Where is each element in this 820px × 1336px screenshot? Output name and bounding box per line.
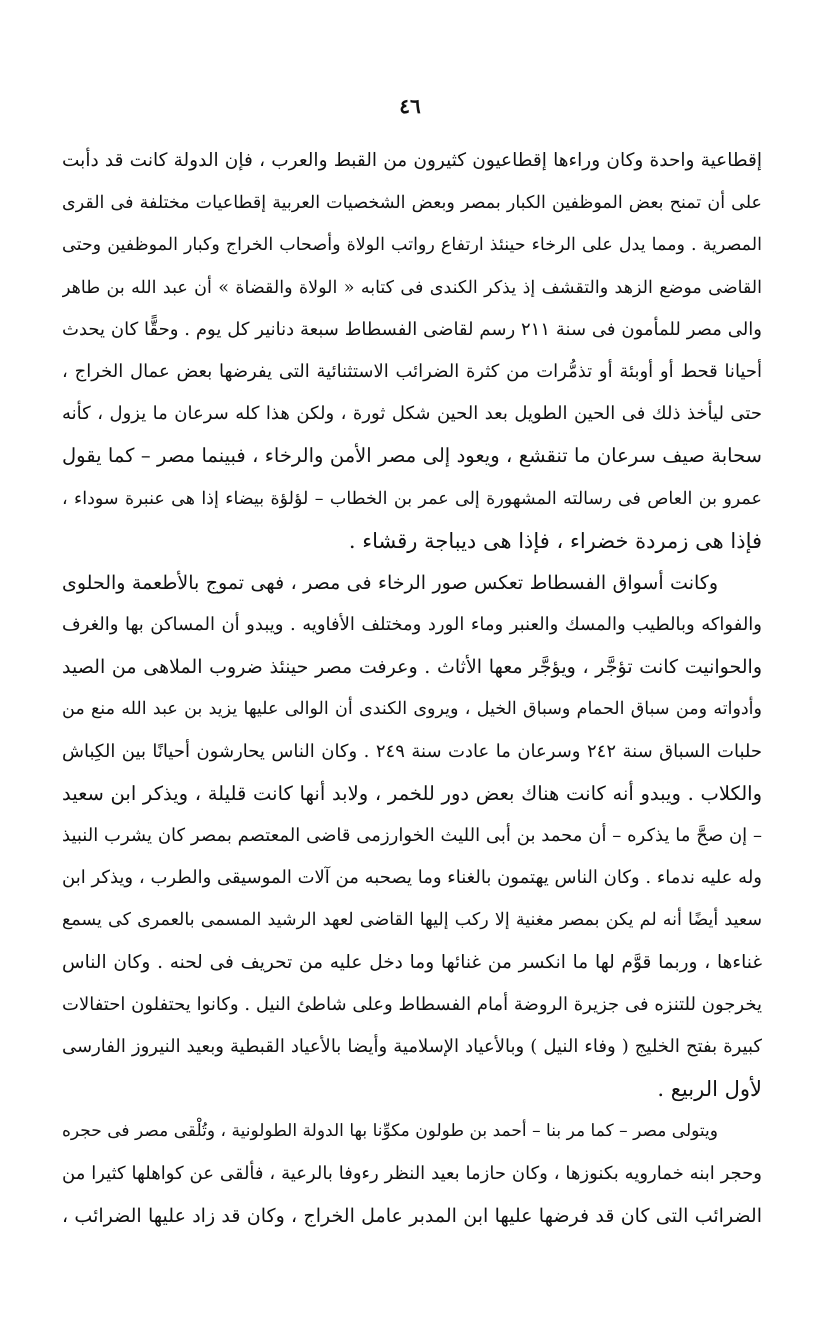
body-text [62, 140, 762, 1237]
text-line: وكانت أسواق الفسطاط تعكس صور الرخاء فى مصر ، فهى تموج بالأطعمة والحلوى [62, 571, 718, 594]
text-line: عمرو بن العاص فى رسالته المشهورة إلى عمر بن الخطاب – لؤلؤة بيضاء إذا هى عنبرة سوداء ، [62, 488, 762, 509]
text-line: إقطاعية واحدة وكان وراءها إقطاعيون كثيرون من القبط والعرب ، فإن الدولة كانت قد دأبت [62, 150, 762, 171]
text-line: والحوانيت كانت تؤجَّر ، ويؤجَّر معها الأثاث . وعرفت مصر حينئذ ضروب الملاهى من الصيد [62, 656, 762, 679]
text-line: والى مصر للمأمون فى سنة ٢١١ رسم لقاضى الفسطاط سبعة دنانير كل يوم . وحقًّا كان يحدث [62, 318, 762, 340]
text-line: سعيد أيضًا أنه لم يكن بمصر مغنية إلا ركب إليها القاضى لعهد الرشيد المسمى بالعمرى كى يسمع [62, 910, 762, 931]
text-line: غناءها ، وربما قوَّم لها ما انكسر من غنائها وما دخل عليه من تحريف فى لحنه . وكان الناس [62, 951, 762, 973]
page-number: ٤٦ [399, 94, 421, 118]
text-line: حتى ليأخذ ذلك فى الحين الطويل بعد الحين شكل ثورة ، ولكن هذا كله سرعان ما يزول ، كأنه [62, 403, 762, 425]
text-line: أحيانا قحط أو أوبئة أو تذمُّرات من كثرة الضرائب الاستثنائية التى يفرضها بعض عمال الخراج ، [62, 360, 762, 382]
text-line: ويتولى مصر – كما مر بنا – أحمد بن طولون مكوِّنا بها الدولة الطولونية ، وتُلْقى مصر فى حجره [62, 1121, 718, 1142]
text-line: وله عليه ندماء . وكان الناس يهتمون بالغناء وما يصحبه من آلات الموسيقى والطرب ، ويذكر ابن [62, 867, 762, 889]
text-line: – إن صحَّ ما يذكره – أن محمد بن أبى الليث الخوارزمى قاضى المعتصم بمصر كان يشرب النبيذ [62, 825, 762, 846]
text-line: فإذا هى زمردة خضراء ، فإذا هى ديباجة رقشاء . [348, 528, 762, 553]
text-line: المصرية . ومما يدل على الرخاء حينئذ ارتفاع رواتب الولاة وأصحاب الخراج وكبار الموظفين وحتى [62, 235, 762, 256]
text-line: يخرجون للتنزه فى جزيرة الروضة أمام الفسطاط وعلى شاطئ النيل . وكانوا يحتفلون احتفالات [62, 993, 762, 1015]
text-line: على أن تمنح بعض الموظفين الكبار بمصر وبعض الشخصيات العربية إقطاعيات مختلفة فى القرى [62, 193, 762, 214]
text-line: سحابة صيف سرعان ما تنقشع ، ويعود إلى مصر الأمن والرخاء ، فبينما مصر – كما يقول [62, 444, 762, 468]
text-line: وأدواته ومن سباق الحمام وسباق الخيل ، ويروى الكندى أن الوالى عليها يزيد بن عبد الله منع من [62, 699, 762, 720]
text-line: لأول الربيع . [657, 1077, 762, 1102]
text-line: حلبات السباق سنة ٢٤٢ وسرعان ما عادت سنة ٢٤٩ . وكان الناس يحارشون أحيانًا بين الكِباش [62, 740, 762, 762]
text-line: الضرائب التى كان قد فرضها عليها ابن المدبر عامل الخراج ، وكان قد زاد عليها الضرائب ، [62, 1204, 762, 1227]
text-line: كبيرة بفتح الخليج ( وفاء النيل ) وبالأعياد الإسلامية وأيضا بالأعياد القبطية وبعيد النيروز الفارسى [62, 1035, 762, 1057]
text-line: القاضى موضع الزهد والتقشف إذ يذكر الكندى فى كتابه « الولاة والقضاة » أن عبد الله بن طاهر [62, 277, 762, 298]
text-line: وحجر ابنه خمارويه بكنوزها ، وكان حازما بعيد النظر رءوفا بالرعية ، فألقى عن كواهلها كثيرا من [62, 1162, 762, 1184]
text-line: والفواكه وبالطيب والمسك والعنبر وماء الورد ومختلف الأفاويه . ويبدو أن المساكن بها والغرف [62, 614, 762, 636]
text-line: والكلاب . ويبدو أنه كانت هناك بعض دور للخمر ، ولابد أنها كانت قليلة ، ويذكر ابن سعيد [62, 781, 762, 805]
